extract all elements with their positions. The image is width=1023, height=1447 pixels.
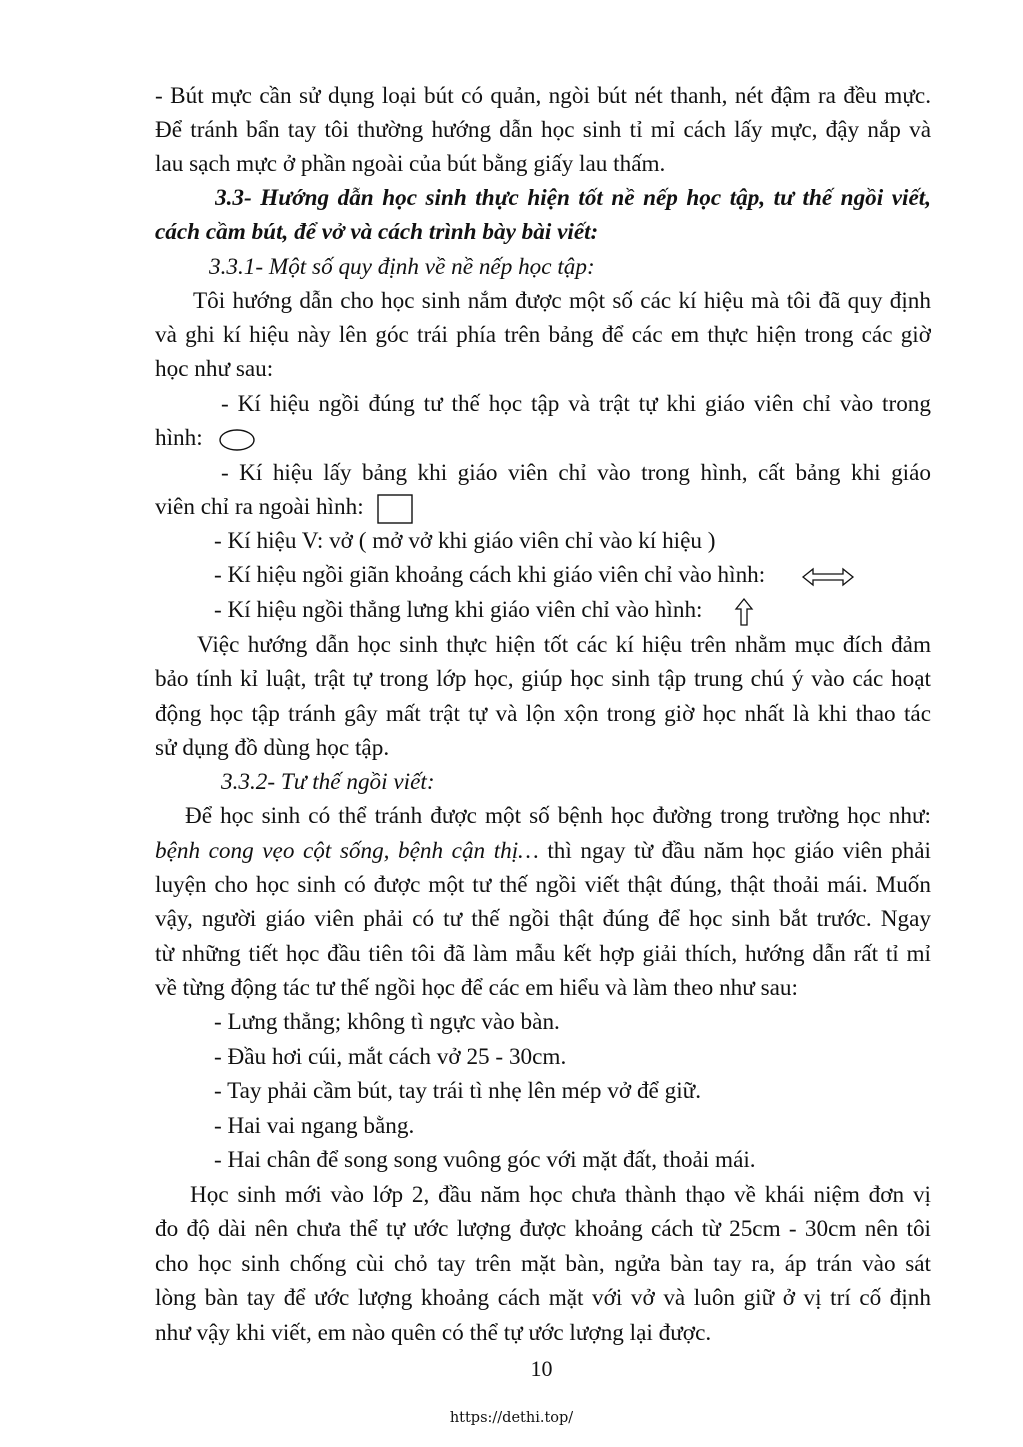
oval-symbol-icon <box>218 428 256 452</box>
symbol-rule-line <box>155 421 931 455</box>
body-line: Việc hướng dẫn học sinh thực hiện tốt các kí hiệu trên nhằm mục đích đảm <box>197 632 931 658</box>
list-item: - Tay phải cầm bút, tay trái tì nhẹ lên mép vở để giữ. <box>214 1078 702 1104</box>
body-line: từ những tiết học đầu tiên tôi đã làm mẫu kết hợp giải thích, hướng dẫn rất tỉ mỉ <box>155 941 931 967</box>
subsection-heading: 3.3.1- Một số quy định về nề nếp học tập: <box>209 254 595 280</box>
body-line: như vậy khi viết, em nào quên có thể tự ước lượng lại được. <box>155 1320 712 1346</box>
symbol-rule-line <box>214 558 990 592</box>
body-line: động học tập tránh gây mất trật tự và lộn xộn trong giờ học nhất là khi thao tác <box>155 701 931 727</box>
body-line: lau sạch mực ở phần ngoài của bút bằng giấy lau thấm. <box>155 151 666 177</box>
body-line: Để học sinh có thể tránh được một số bệnh học đường trong trường học như: <box>185 803 931 829</box>
body-line: đo độ dài nên chưa thể tự ước lượng được khoảng cách từ 25cm - 30cm nên tôi <box>155 1216 931 1242</box>
section-heading: 3.3- Hướng dẫn học sinh thực hiện tốt nề nếp học tập, tư thế ngồi viết, <box>215 185 931 211</box>
square-symbol-icon <box>377 494 413 524</box>
body-line: về từng động tác tư thế ngồi học để các em hiểu và làm theo như sau: <box>155 975 798 1001</box>
body-line: học như sau: <box>155 356 274 382</box>
body-line: Tôi hướng dẫn cho học sinh nắm được một số các kí hiệu mà tôi đã quy định <box>193 288 931 314</box>
symbol-rule-text: - Kí hiệu ngồi thẳng lưng khi giáo viên chỉ vào hình: <box>214 597 703 623</box>
body-line: vậy, người giáo viên phải có tư thế ngồi thật đúng để học sinh bắt trước. Ngay <box>155 906 931 932</box>
subsection-heading: 3.3.2- Tư thế ngồi viết: <box>221 769 435 795</box>
symbol-rule-text: viên chỉ ra ngoài hình: <box>155 494 364 520</box>
section-heading: cách cầm bút, để vở và cách trình bày bài viết: <box>155 219 599 245</box>
body-line: bảo tính kỉ luật, trật tự trong lớp học, giúp học sinh tập trung chú ý vào các hoạt <box>155 666 931 692</box>
body-text: thì ngay từ đầu năm học giáo viên phải <box>538 838 931 864</box>
body-line: sử dụng đồ dùng học tập. <box>155 735 390 761</box>
symbol-rule-text: hình: <box>155 425 203 451</box>
symbol-rule-line: - Kí hiệu V: vở ( mở vở khi giáo viên chỉ vào kí hiệu ) <box>214 528 716 554</box>
body-line: - Bút mực cần sử dụng loại bút có quản, ngòi bút nét thanh, nét đậm ra đều mực. <box>155 83 931 109</box>
symbol-rule-line: - Kí hiệu lấy bảng khi giáo viên chỉ vào trong hình, cất bảng khi giáo <box>221 460 931 486</box>
body-line: cho học sinh chống cùi chỏ tay trên mặt bàn, ngửa bàn tay ra, áp trán vào sát <box>155 1251 931 1277</box>
list-item: - Hai vai ngang bằng. <box>214 1113 415 1139</box>
body-line: lòng bàn tay để ước lượng khoảng cách mặt với vở và luôn giữ ở vị trí cố định <box>155 1285 931 1311</box>
body-line: Để tránh bẩn tay tôi thường hướng dẫn học sinh tỉ mỉ cách lấy mực, đậy nắp và <box>155 117 931 143</box>
symbol-rule-line <box>214 593 990 627</box>
list-item: - Hai chân để song song vuông góc với mặt đất, thoải mái. <box>214 1147 756 1173</box>
body-line: luyện cho học sinh có được một tư thế ngồi viết thật đúng, thật thoải mái. Muốn <box>155 872 931 898</box>
body-line <box>155 834 931 868</box>
body-line: và ghi kí hiệu này lên góc trái phía trên bảng để các em thực hiện trong các giờ <box>155 322 931 348</box>
list-item: - Lưng thẳng; không tì ngực vào bàn. <box>214 1009 560 1035</box>
list-item: - Đầu hơi cúi, mắt cách vở 25 - 30cm. <box>214 1044 567 1070</box>
footer-url-link[interactable]: https://dethi.top/ <box>449 1410 574 1426</box>
italic-phrase: bệnh cong vẹo cột sống, bệnh cận thị… <box>155 838 539 864</box>
body-line: Học sinh mới vào lớp 2, đầu năm học chưa thành thạo về khái niệm đơn vị <box>190 1182 931 1208</box>
symbol-rule-line <box>155 490 931 524</box>
symbol-rule-line: - Kí hiệu ngồi đúng tư thế học tập và trật tự khi giáo viên chỉ vào trong <box>221 391 931 417</box>
page-number: 10 <box>530 1356 553 1381</box>
left-right-double-arrow-icon <box>801 567 855 587</box>
up-hollow-arrow-icon <box>734 597 754 627</box>
symbol-rule-text: - Kí hiệu ngồi giãn khoảng cách khi giáo viên chỉ vào hình: <box>214 562 766 588</box>
